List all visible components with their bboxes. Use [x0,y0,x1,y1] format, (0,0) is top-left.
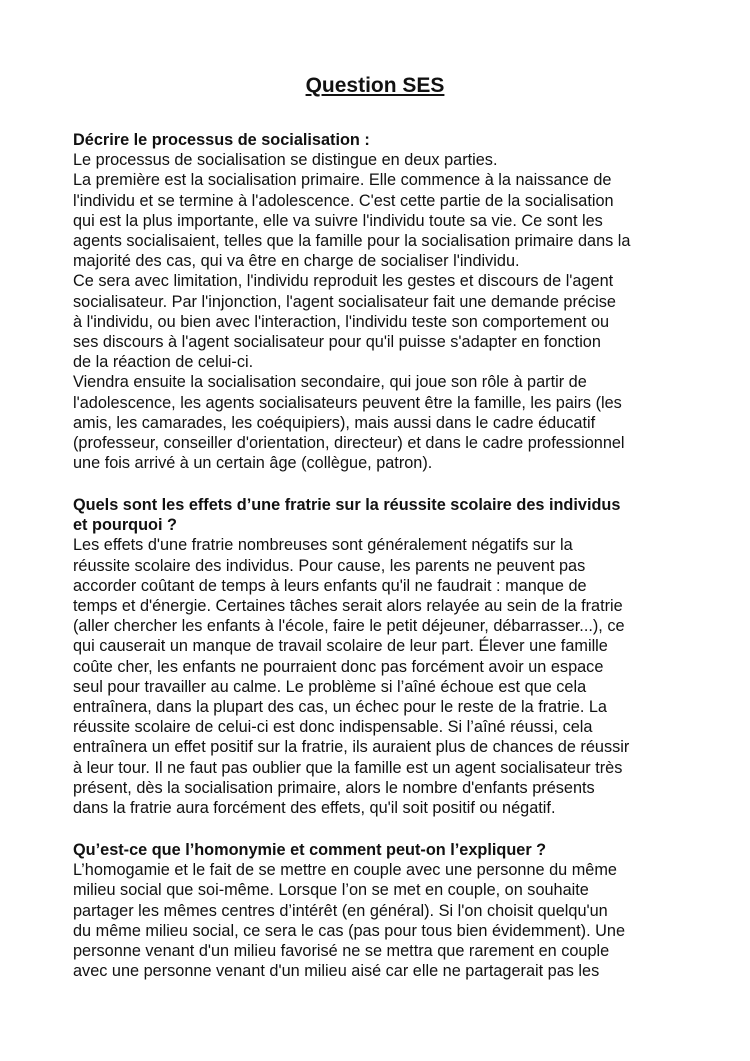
answer-line: l'adolescence, les agents socialisateurs peuvent être la famille, les pairs (les [73,393,622,412]
answer-line: partager les mêmes centres d’intérêt (en général). Si l'on choisit quelqu'un [73,901,608,920]
answer-line: majorité des cas, qui va être en charge de socialiser l'individu. [73,252,520,271]
answer-line: réussite scolaire des individus. Pour cause, les parents ne peuvent pas [73,556,586,575]
answer-line: dans la fratrie aura forcément des effets, qu'il soit positif ou négatif. [73,799,556,818]
answer-line: Viendra ensuite la socialisation secondaire, qui joue son rôle à partir de [73,373,587,392]
answer-line: coûte cher, les enfants ne pourraient donc pas forcément avoir un espace [73,657,604,676]
answer-line: entraînera un effet positif sur la fratrie, ils auraient plus de chances de réussir [73,738,630,757]
question-heading: et pourquoi ? [73,516,177,535]
answer-line: qui est la plus importante, elle va suivre l'individu toute sa vie. Ce sont les [73,211,603,230]
answer-line: l'individu et se termine à l'adolescence. C'est cette partie de la socialisation [73,191,614,210]
page-title: Question SES [305,74,445,97]
section-homogamie [73,840,713,981]
answer-line: entraînera, dans la plupart des cas, un échec pour le reste de la fratrie. La [73,698,607,717]
answer-line: qui causerait un manque de travail scolaire de leur part. Élever une famille [73,637,608,656]
answer-line: amis, les camarades, les coéquipiers), mais aussi dans le cadre éducatif [73,413,596,432]
answer-line: agents socialisaient, telles que la famille pour la socialisation primaire dans la [73,232,631,251]
answer-line: milieu social que soi-même. Lorsque l’on se met en couple, on souhaite [73,881,589,900]
section-fratrie [73,495,713,818]
answer-line: avec une personne venant d'un milieu aisé car elle ne partagerait pas les [73,962,600,981]
answer-line: Ce sera avec limitation, l'individu reproduit les gestes et discours de l'agent [73,272,614,291]
answer-line: Le processus de socialisation se distingue en deux parties. [73,151,498,170]
answer-line: à l'individu, ou bien avec l'interaction, l'individu teste son comportement ou [73,312,610,331]
answer-line: présent, dès la socialisation primaire, alors le nombre d'enfants présents [73,778,595,797]
question-heading: Qu’est-ce que l’homonymie et comment peut-on l’expliquer ? [73,841,547,859]
answer-line: une fois arrivé à un certain âge (collègue, patron). [73,454,433,473]
answer-line: seul pour travailler au calme. Le problème si l’aîné échoue est que cela [73,677,587,696]
answer-line: Les effets d'une fratrie nombreuses sont généralement négatifs sur la [73,536,573,555]
question-heading: Décrire le processus de socialisation : [73,131,370,149]
answer-line: personne venant d'un milieu favorisé ne se mettra que rarement en couple [73,942,610,961]
answer-line: du même milieu social, ce sera le cas (pas pour tous bien évidemment). Une [73,921,626,940]
answer-line: temps et d'énergie. Certaines tâches serait alors relayée au sein de la fratrie [73,597,623,616]
answer-line: de la réaction de celui-ci. [73,353,254,372]
answer-line: (professeur, conseiller d'orientation, directeur) et dans le cadre professionnel [73,434,625,453]
answer-line: réussite scolaire de celui-ci est donc indispensable. Si l’aîné réussi, cela [73,718,593,737]
answer-line: à leur tour. Il ne faut pas oublier que la famille est un agent socialisateur très [73,758,623,777]
answer-line: (aller chercher les enfants à l'école, faire le petit déjeuner, débarrasser...), ce [73,617,625,636]
answer-line: ses discours à l'agent socialisateur pour qu'il puisse s'adapter en fonction [73,333,601,352]
answer-line: L’homogamie et le fait de se mettre en couple avec une personne du même [73,861,617,880]
answer-line: accorder coûtant de temps à leurs enfants qu'il ne faudrait : manque de [73,576,587,595]
answer-line: La première est la socialisation primaire. Elle commence à la naissance de [73,171,612,190]
answer-line: socialisateur. Par l'injonction, l'agent socialisateur fait une demande précise [73,292,616,311]
section-socialisation [73,130,713,473]
question-heading: Quels sont les effets d’une fratrie sur la réussite scolaire des individus [73,496,621,514]
